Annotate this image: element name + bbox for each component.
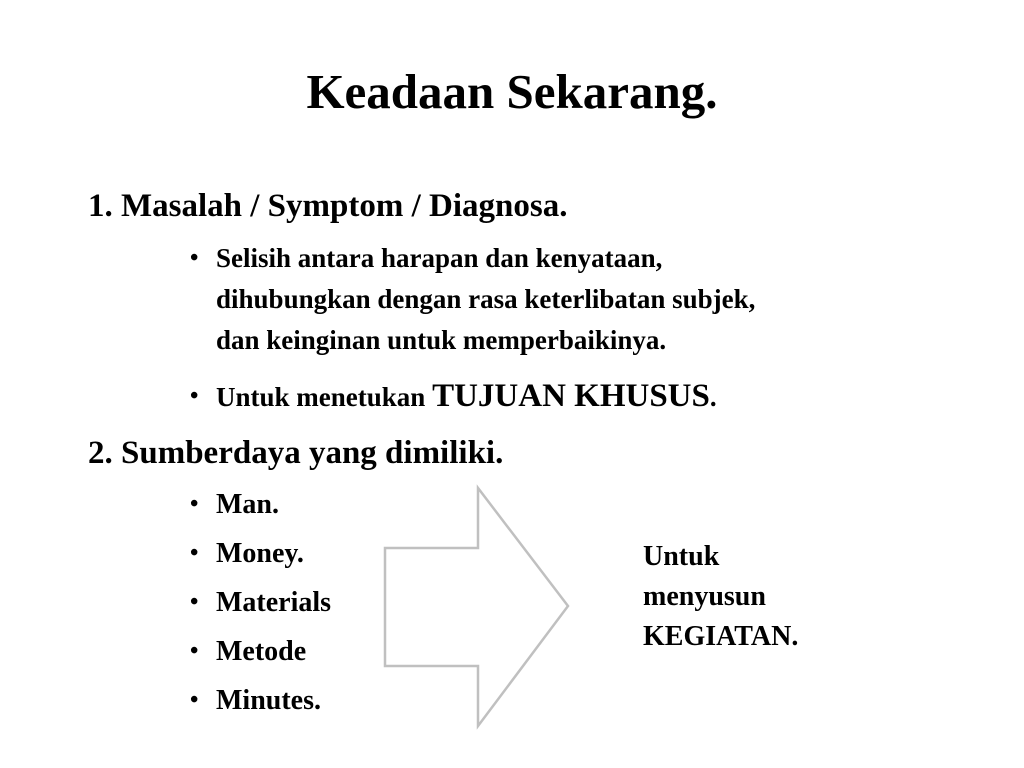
- bullet-dot: •: [190, 589, 199, 615]
- bullet-dot: •: [190, 245, 199, 271]
- arrow-result-note: [643, 537, 798, 657]
- bullet-dot: •: [190, 638, 199, 664]
- bullet-2-emphasis: TUJUAN KHUSUS: [432, 378, 710, 414]
- bullet-2-suffix: .: [709, 382, 717, 412]
- bullet-1-line-3: dan keinginan untuk memperbaikinya.: [216, 325, 667, 355]
- right-arrow-icon: [380, 484, 574, 734]
- resource-item-label: Materials: [216, 587, 332, 618]
- bullet-1-line-2: dihubungkan dengan rasa keterlibatan subjek,: [216, 284, 756, 314]
- note-line-1: Untuk: [643, 541, 720, 572]
- bullet-dot: •: [190, 540, 199, 566]
- right-arrow-shape: [385, 488, 568, 726]
- resource-item-label: Metode: [216, 636, 307, 667]
- bullet-2-text: [216, 376, 717, 418]
- section-1-heading: 1. Masalah / Symptom / Diagnosa.: [88, 188, 568, 224]
- bullet-dot: •: [190, 687, 199, 713]
- note-line-2: menyusun: [643, 581, 766, 612]
- bullet-dot: •: [190, 491, 199, 517]
- bullet-1-line-1: Selisih antara harapan dan kenyataan,: [216, 243, 663, 273]
- section-2-heading: 2. Sumberdaya yang dimiliki.: [88, 435, 504, 471]
- note-line-3: KEGIATAN.: [643, 621, 799, 652]
- resource-item-label: Man.: [216, 489, 279, 520]
- resource-item-label: Minutes.: [216, 685, 321, 716]
- bullet-2-prefix: Untuk menetukan: [216, 382, 433, 412]
- resource-item-label: Money.: [216, 538, 304, 569]
- slide-title: Keadaan Sekarang.: [306, 64, 718, 119]
- bullet-dot: •: [190, 383, 199, 409]
